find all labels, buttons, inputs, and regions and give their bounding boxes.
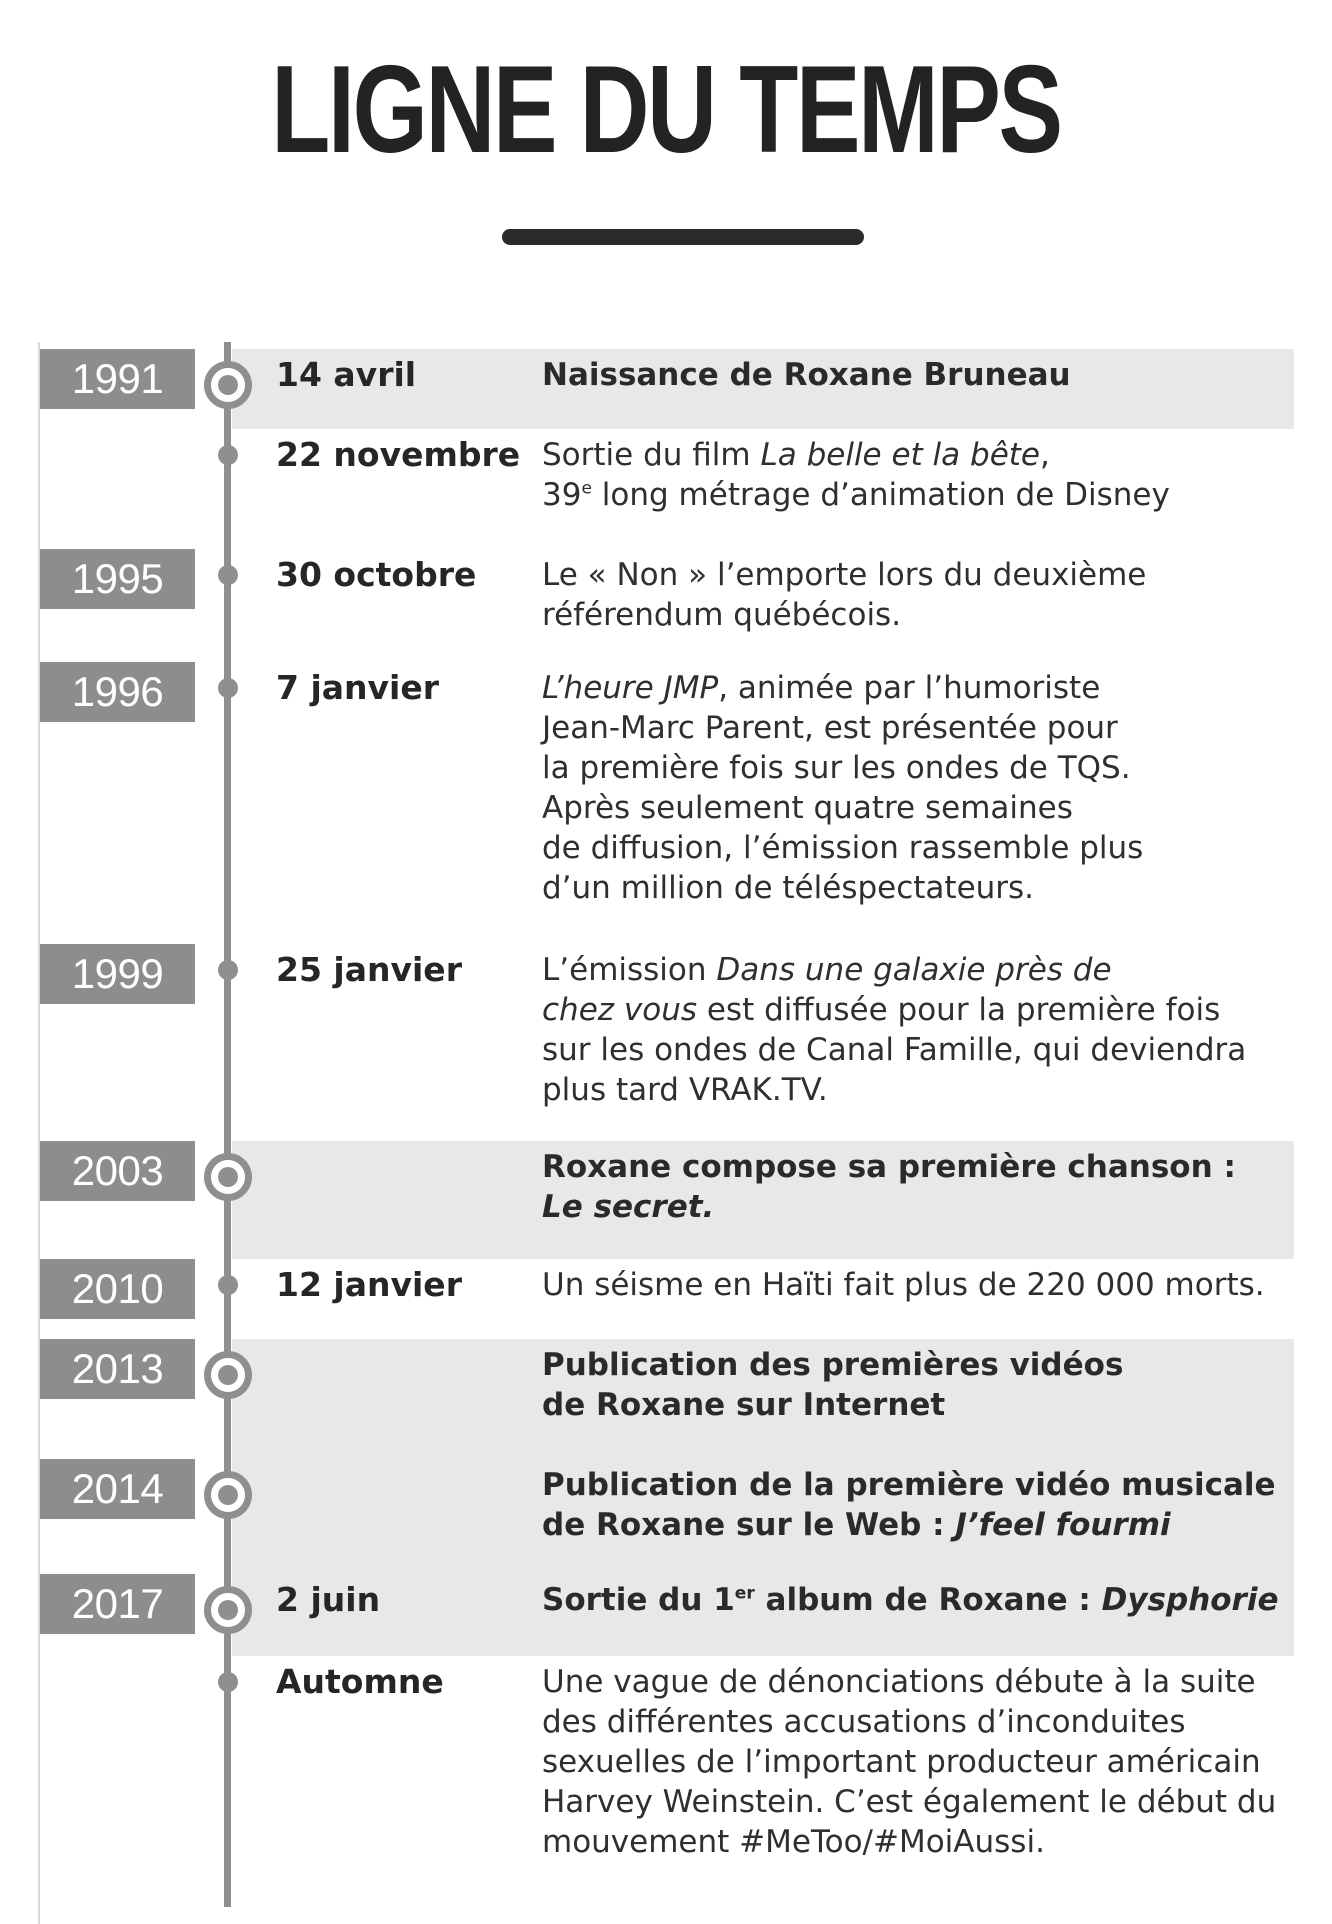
event-description bbox=[542, 1345, 1292, 1425]
description-line bbox=[542, 668, 1292, 708]
event-description bbox=[542, 1580, 1292, 1620]
description-line bbox=[542, 1345, 1292, 1385]
description-text: Sortie du film bbox=[542, 437, 761, 473]
description-text: Naissance de Roxane Bruneau bbox=[542, 357, 1071, 393]
description-text: la première fois sur les ondes de TQS. bbox=[542, 750, 1131, 786]
event-description bbox=[542, 435, 1292, 515]
milestone-ring-icon bbox=[204, 1586, 252, 1634]
description-line bbox=[542, 355, 1292, 395]
event-dot-icon bbox=[218, 1275, 238, 1295]
italic-title-text: J’feel fourmi bbox=[955, 1507, 1171, 1543]
description-line bbox=[542, 868, 1292, 908]
description-line bbox=[542, 788, 1292, 828]
description-text: Publication de la première vidéo musicale bbox=[542, 1467, 1276, 1503]
event-description bbox=[542, 1662, 1292, 1862]
event-dot-icon bbox=[218, 1672, 238, 1692]
description-text: de Roxane sur Internet bbox=[542, 1387, 946, 1423]
description-text: Sortie du 1 bbox=[542, 1582, 735, 1618]
event-date: 30 octobre bbox=[276, 555, 477, 594]
year-badge: 2003 bbox=[40, 1141, 195, 1201]
italic-title-text: Le secret. bbox=[542, 1189, 715, 1225]
description-text: , bbox=[1040, 437, 1050, 473]
milestone-ring-icon bbox=[204, 1351, 252, 1399]
description-line bbox=[542, 1662, 1292, 1702]
event-dot-icon bbox=[218, 960, 238, 980]
italic-title-text: L’heure JMP bbox=[542, 670, 719, 706]
description-text: d’un million de téléspectateurs. bbox=[542, 870, 1035, 906]
description-line bbox=[542, 950, 1292, 990]
event-dot-icon bbox=[218, 565, 238, 585]
description-text: er bbox=[734, 1583, 755, 1604]
description-text: plus tard VRAK.TV. bbox=[542, 1072, 828, 1108]
description-line bbox=[542, 475, 1292, 515]
description-text: Un séisme en Haïti fait plus de 220 000 morts. bbox=[542, 1267, 1265, 1303]
italic-title-text: La belle et la bête bbox=[760, 437, 1040, 473]
description-text: Une vague de dénonciations débute à la suite bbox=[542, 1664, 1256, 1700]
title-underline bbox=[502, 229, 864, 245]
year-badge: 1995 bbox=[40, 549, 195, 609]
description-line bbox=[542, 1147, 1292, 1187]
event-description bbox=[542, 668, 1292, 908]
event-description bbox=[542, 555, 1292, 635]
description-text: , animée par l’humoriste bbox=[718, 670, 1101, 706]
description-line bbox=[542, 595, 1292, 635]
description-line bbox=[542, 748, 1292, 788]
description-line bbox=[542, 990, 1292, 1030]
description-text: Publication des premières vidéos bbox=[542, 1347, 1124, 1383]
event-date: 25 janvier bbox=[276, 950, 462, 989]
description-text: long métrage d’animation de Disney bbox=[591, 477, 1170, 513]
event-date: Automne bbox=[276, 1662, 444, 1701]
description-text: Après seulement quatre semaines bbox=[542, 790, 1073, 826]
description-line bbox=[542, 1187, 1292, 1227]
event-date: 12 janvier bbox=[276, 1265, 462, 1304]
description-line bbox=[542, 1465, 1292, 1505]
description-line bbox=[542, 1742, 1292, 1782]
year-badge: 1991 bbox=[40, 349, 195, 409]
description-text: Le « Non » l’emporte lors du deuxième bbox=[542, 557, 1147, 593]
event-date: 14 avril bbox=[276, 355, 417, 394]
milestone-ring-icon bbox=[204, 1471, 252, 1519]
year-badge: 2013 bbox=[40, 1339, 195, 1399]
milestone-ring-icon bbox=[204, 1153, 252, 1201]
description-line bbox=[542, 1580, 1292, 1620]
event-description bbox=[542, 950, 1292, 1110]
year-badge: 1999 bbox=[40, 944, 195, 1004]
description-line bbox=[542, 1822, 1292, 1862]
year-badge: 2014 bbox=[40, 1459, 195, 1519]
year-badge: 2010 bbox=[40, 1259, 195, 1319]
description-text: e bbox=[581, 478, 592, 499]
event-dot-icon bbox=[218, 678, 238, 698]
description-text: mouvement #MeToo/#MoiAussi. bbox=[542, 1824, 1045, 1860]
description-text: de diffusion, l’émission rassemble plus bbox=[542, 830, 1144, 866]
year-badge: 1996 bbox=[40, 662, 195, 722]
italic-title-text: chez vous bbox=[542, 992, 697, 1028]
description-text: référendum québécois. bbox=[542, 597, 902, 633]
event-dot-icon bbox=[218, 445, 238, 465]
description-line bbox=[542, 1265, 1292, 1305]
description-line bbox=[542, 1030, 1292, 1070]
milestone-ring-icon bbox=[204, 361, 252, 409]
description-text: Harvey Weinstein. C’est également le début du bbox=[542, 1784, 1277, 1820]
year-badge: 2017 bbox=[40, 1574, 195, 1634]
description-line bbox=[542, 1070, 1292, 1110]
description-line bbox=[542, 828, 1292, 868]
description-line bbox=[542, 1505, 1292, 1545]
description-line bbox=[542, 435, 1292, 475]
event-date: 22 novembre bbox=[276, 435, 521, 474]
page-title: LIGNE DU TEMPS bbox=[271, 41, 1061, 179]
description-text: de Roxane sur le Web : bbox=[542, 1507, 956, 1543]
event-date: 2 juin bbox=[276, 1580, 381, 1619]
description-line bbox=[542, 1385, 1292, 1425]
description-text: sur les ondes de Canal Famille, qui deviendra bbox=[542, 1032, 1247, 1068]
description-line bbox=[542, 1782, 1292, 1822]
event-description bbox=[542, 1465, 1292, 1545]
description-text: Roxane compose sa première chanson : bbox=[542, 1149, 1236, 1185]
event-description bbox=[542, 355, 1292, 395]
description-text: est diffusée pour la première fois bbox=[697, 992, 1221, 1028]
description-text: L’émission bbox=[542, 952, 717, 988]
description-line bbox=[542, 708, 1292, 748]
italic-title-text: Dysphorie bbox=[1101, 1582, 1279, 1618]
description-text: sexuelles de l’important producteur américain bbox=[542, 1744, 1261, 1780]
description-text: 39 bbox=[542, 477, 582, 513]
description-text: album de Roxane : bbox=[754, 1582, 1102, 1618]
description-line bbox=[542, 1702, 1292, 1742]
italic-title-text: Dans une galaxie près de bbox=[716, 952, 1112, 988]
description-text: Jean-Marc Parent, est présentée pour bbox=[542, 710, 1118, 746]
description-text: des différentes accusations d’inconduites bbox=[542, 1704, 1186, 1740]
event-description bbox=[542, 1147, 1292, 1227]
description-line bbox=[542, 555, 1292, 595]
event-description bbox=[542, 1265, 1292, 1305]
event-date: 7 janvier bbox=[276, 668, 440, 707]
